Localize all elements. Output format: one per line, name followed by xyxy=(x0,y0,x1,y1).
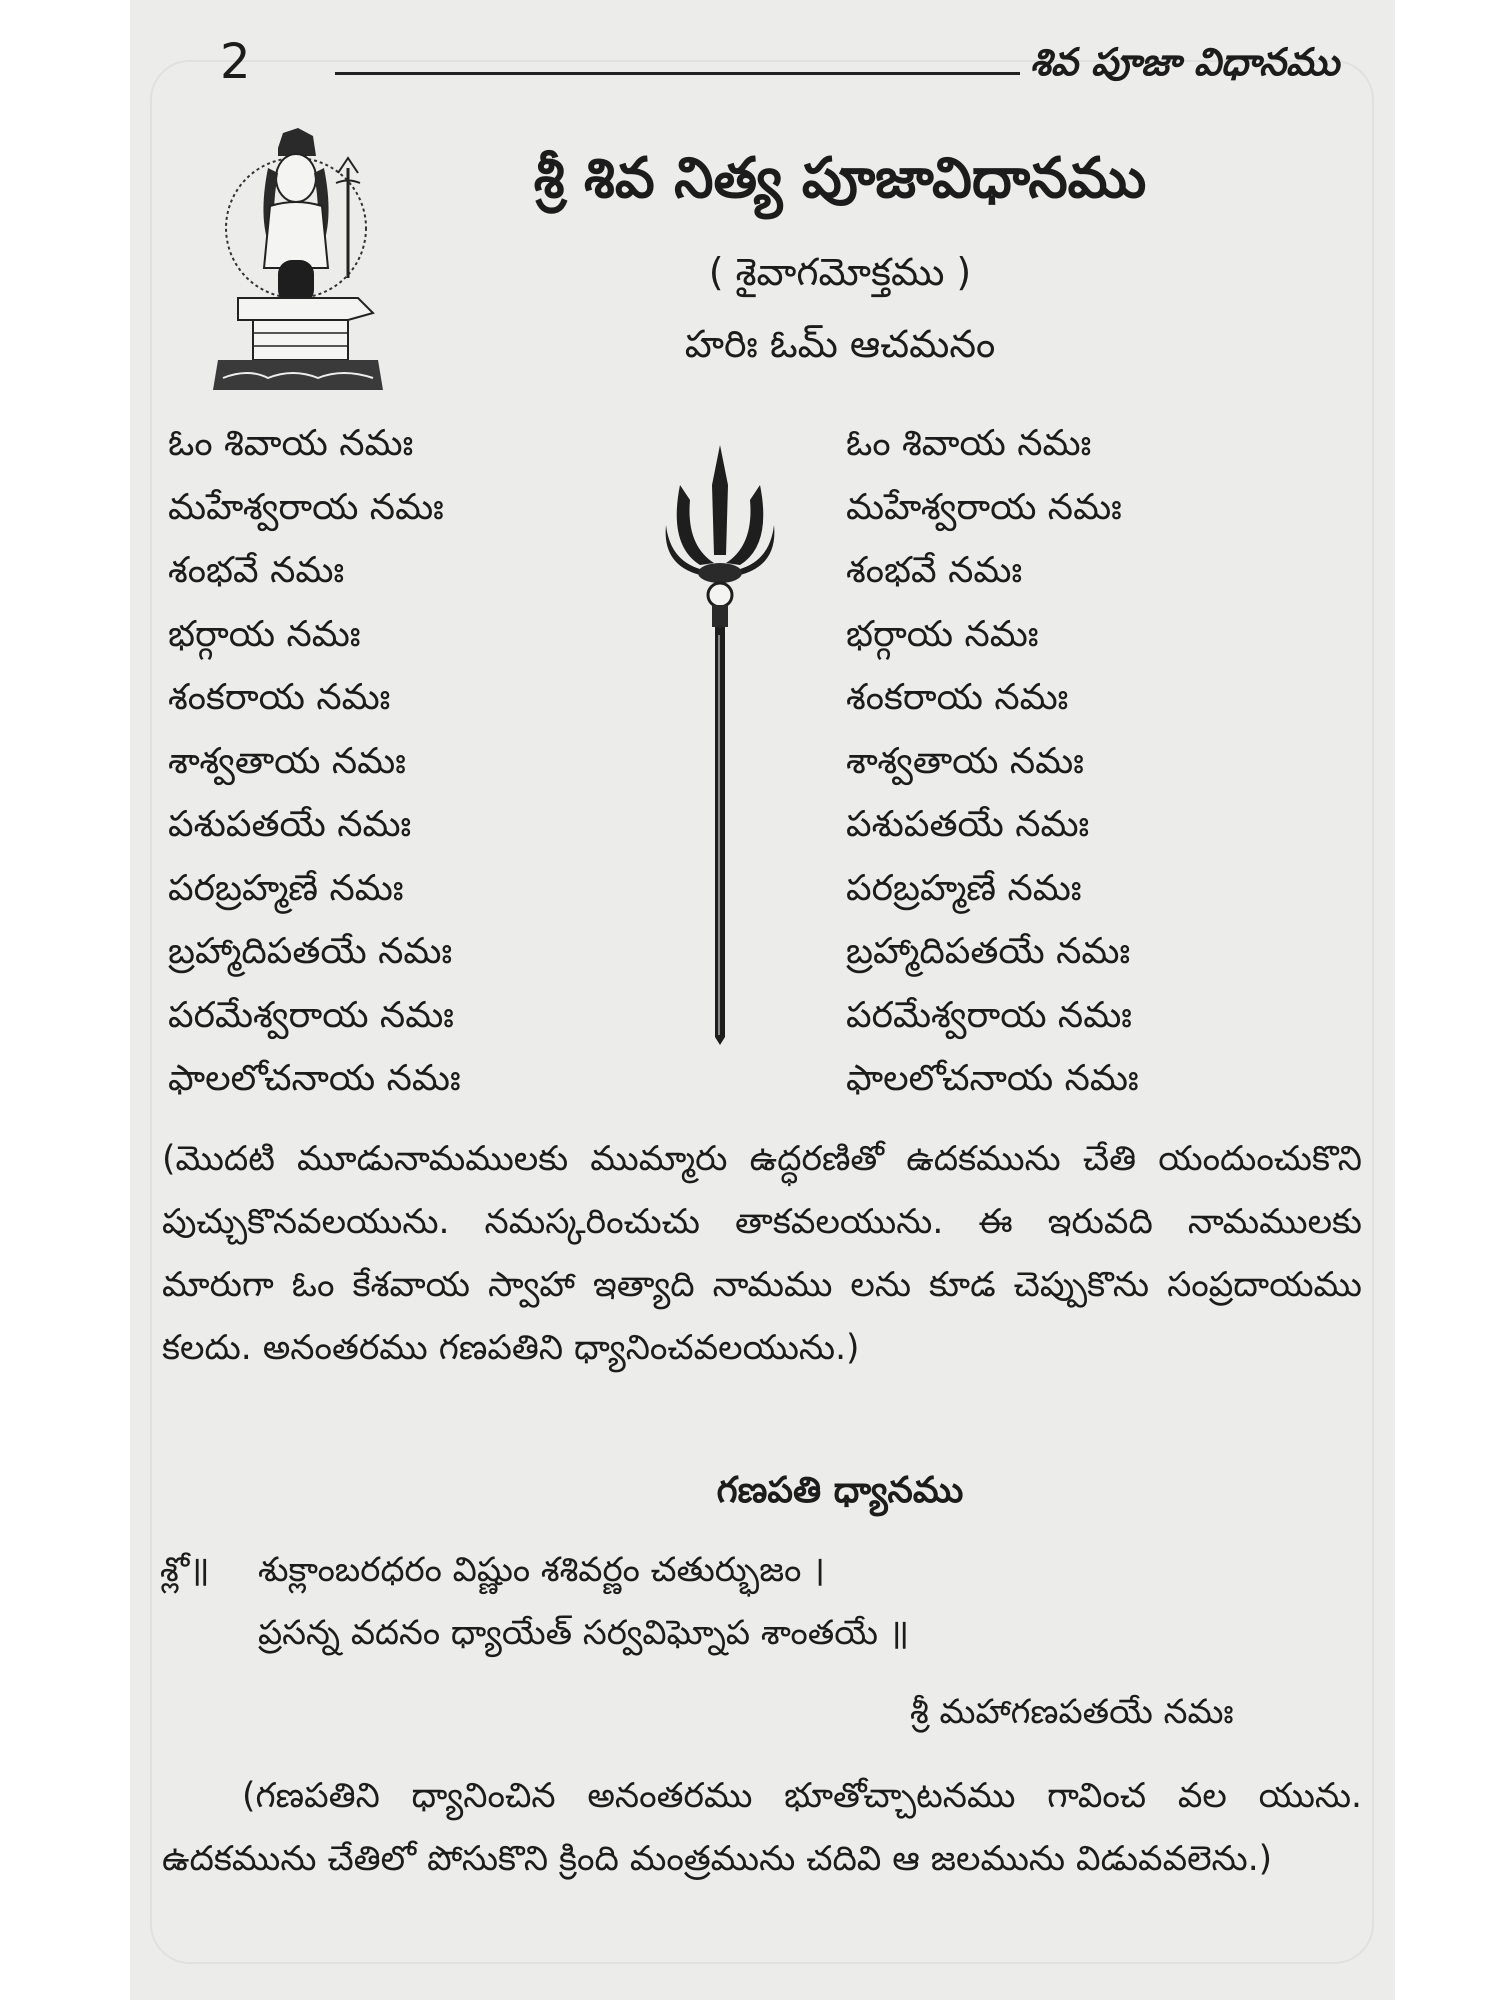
name-item: పశుపతయే నమః xyxy=(168,804,412,845)
sloka-marker: శ్లో॥ xyxy=(160,1550,210,1590)
salutation-line: శ్రీ మహాగణపతయే నమః xyxy=(910,1692,1234,1732)
instruction-paragraph-1: (మొదటి మూడునామములకు ముమ్మారు ఉద్ధరణితో ఉదకమును చేతి యందుంచుకొని పుచ్చుకొనవలయును. నమస్కరించుచు తాకవలయును. ఈ ఇరువది నామములకు మారుగా ఓం కేశవాయ స్వాహా ఇత్యాది నామము లను కూడ చెప్పుకొను సంప్రదాయము కలదు. అనంతరము గణపతిని ధ్యానించవలయును.) xyxy=(162,1139,1362,1368)
name-item: పరమేశ్వరాయ నమః xyxy=(846,994,1132,1036)
page-title: శ్రీ శివ నిత్య పూజావిధానము xyxy=(533,146,1147,211)
name-item: శంభవే నమః xyxy=(846,550,1023,591)
names-list-left xyxy=(168,412,461,1111)
invocation-line: హరిః ఓమ్ ఆచమనం xyxy=(684,322,996,366)
name-item: బ్రహ్మాదిపతయే నమః xyxy=(846,931,1131,972)
name-item: శంకరాయ నమః xyxy=(168,677,391,718)
sloka-line-2: ప్రసన్న వదనం ధ్యాయేత్ సర్వవిఘ్నోప శాంతయే ॥ xyxy=(258,1613,910,1653)
name-item: పరబ్రహ్మణే నమః xyxy=(846,867,1082,909)
names-list-right xyxy=(846,412,1139,1111)
name-item: మహేశ్వరాయ నమః xyxy=(168,486,444,528)
name-item: శాశ్వతాయ నమః xyxy=(168,740,406,782)
running-title: శివ పూజా విధానము xyxy=(1030,40,1340,84)
instruction-paragraph-2: (గణపతిని ధ్యానించిన అనంతరము భూతోచ్చాటనము గావించ వల యును. ఉదకమును చేతిలో పోసుకొని క్రింది మంత్రమును చదివి ఆ జలమును విడువవలెను.) xyxy=(162,1776,1362,1879)
name-item: ఓం శివాయ నమః xyxy=(168,423,414,464)
name-item: ఫాలలోచనాయ నమః xyxy=(846,1058,1139,1099)
name-item: భర్గాయ నమః xyxy=(846,613,1039,655)
name-item: శాశ్వతాయ నమః xyxy=(846,740,1084,782)
name-item: ఓం శివాయ నమః xyxy=(846,423,1092,464)
name-item: పరబ్రహ్మణే నమః xyxy=(168,867,404,909)
name-item: ఫాలలోచనాయ నమః xyxy=(168,1058,461,1099)
section-heading-ganapati: గణపతి ధ్యానము xyxy=(716,1470,964,1511)
name-item: బ్రహ్మాదిపతయే నమః xyxy=(168,931,453,972)
name-item: భర్గాయ నమః xyxy=(168,613,361,655)
header-rule xyxy=(335,72,1020,75)
page-subtitle: ( శైవాగమోక్తము ) xyxy=(708,250,972,294)
page-number: 2 xyxy=(220,34,251,90)
shiva-linga-illustration-icon xyxy=(208,128,388,396)
name-item: మహేశ్వరాయ నమః xyxy=(846,486,1122,528)
name-item: శంభవే నమః xyxy=(168,550,345,591)
trident-icon xyxy=(660,445,780,1045)
book-page xyxy=(130,0,1395,2000)
name-item: పరమేశ్వరాయ నమః xyxy=(168,994,454,1036)
sloka-line-1: శుక్లాంబరధరం విష్ణుం శశివర్ణం చతుర్భుజం । xyxy=(258,1550,826,1590)
name-item: పశుపతయే నమః xyxy=(846,804,1090,845)
name-item: శంకరాయ నమః xyxy=(846,677,1069,718)
